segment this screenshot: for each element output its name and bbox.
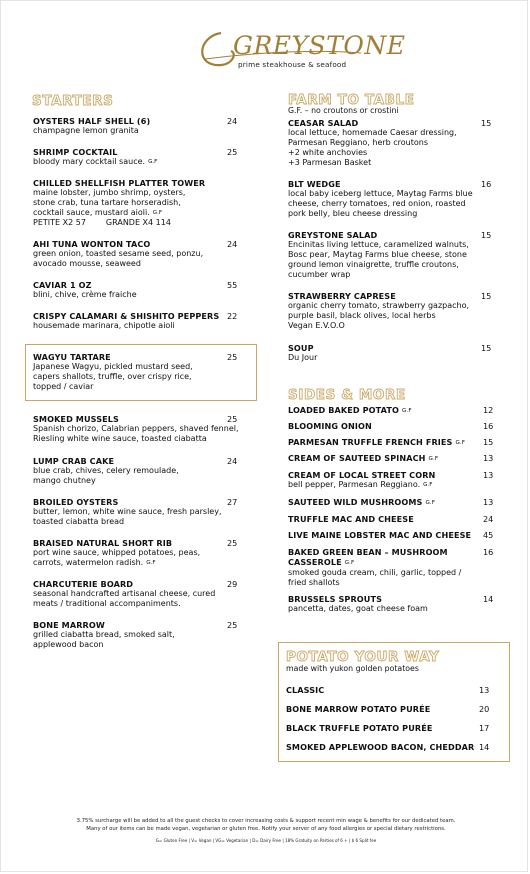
item-description-text: maine lobster, jumbo shrimp, oysters, xyxy=(33,188,186,197)
item-price: 15 xyxy=(481,118,492,128)
footer-surcharge: 3.75% surcharge will be added to all the guest checks to cover increasing costs & support recent min wage & benefits for our dedicated team. xyxy=(76,818,456,824)
item-description xyxy=(33,548,200,558)
menu-item xyxy=(33,280,238,300)
item-name-text: STRAWBERRY CAPRESE xyxy=(288,291,396,301)
farm-note: G.F. – no croutons or crostini xyxy=(288,106,399,115)
item-name xyxy=(288,291,469,301)
item-name xyxy=(288,453,438,464)
menu-item xyxy=(33,116,238,136)
item-name-text: CHILLED SHELLFISH PLATTER TOWER xyxy=(33,178,206,188)
item-name-text: BRUSSELS SPROUTS xyxy=(288,594,382,604)
item-description-text: avocado mousse, seaweed xyxy=(33,259,141,268)
item-price: 27 xyxy=(227,497,238,507)
item-name-text: CREAM OF SAUTEED SPINACH xyxy=(288,453,426,463)
item-description-text: blue crab, chives, celery remoulade, xyxy=(33,466,179,475)
logo-tagline: prime steakhouse & seafood xyxy=(238,60,347,69)
menu-item xyxy=(33,239,238,269)
item-description-text: meats / traditional accompaniments. xyxy=(33,599,181,608)
item-name-text: OYSTERS HALF SHELL (6) xyxy=(33,116,151,126)
item-name xyxy=(288,421,372,431)
item-name-text: AHI TUNA WONTON TACO xyxy=(33,239,151,249)
item-price: 13 xyxy=(483,453,494,463)
item-name-text: LOADED BAKED POTATO xyxy=(288,405,399,415)
item-name-cont xyxy=(288,557,461,568)
item-name-text: BONE MARROW xyxy=(33,620,105,630)
item-name xyxy=(33,620,175,630)
item-name-text: BAKED GREEN BEAN – MUSHROOM xyxy=(288,547,448,557)
item-size: GRANDE X4 114 xyxy=(105,218,171,227)
item-description-text: stone crab, tuna tartare horseradish, xyxy=(33,198,181,207)
item-name-text: CEASAR SALAD xyxy=(288,118,359,128)
item-description-text: Parmesan Reggiano, herb croutons xyxy=(288,138,429,147)
dietary-tag: G.F xyxy=(148,159,158,165)
menu-item xyxy=(33,414,239,444)
item-price: 24 xyxy=(227,239,238,249)
item-name-text: LIVE MAINE LOBSTER MAC AND CHEESE xyxy=(288,530,472,540)
item-name xyxy=(33,538,200,548)
item-name-text: LUMP CRAB CAKE xyxy=(33,456,115,466)
item-description xyxy=(288,148,457,158)
item-description-text: bell pepper, Parmesan Reggiano. xyxy=(288,480,421,489)
item-name-text: GREYSTONE SALAD xyxy=(288,230,378,240)
item-description xyxy=(288,199,473,209)
menu-item xyxy=(288,497,494,508)
menu-item xyxy=(33,178,205,228)
dietary-tag: G.F xyxy=(146,560,156,566)
item-description xyxy=(33,558,200,568)
item-name-text: BROILED OYSTERS xyxy=(33,497,119,507)
item-name-text: SAUTEED WILD MUSHROOMS xyxy=(288,497,423,507)
item-description xyxy=(33,321,219,331)
item-name xyxy=(33,116,150,126)
menu-item xyxy=(286,742,490,752)
menu-item xyxy=(286,685,490,695)
item-description xyxy=(288,260,469,270)
item-description-text: toasted ciabatta bread xyxy=(33,517,125,526)
item-price: 24 xyxy=(227,456,238,466)
item-price: 25 xyxy=(227,147,238,157)
item-price: 15 xyxy=(481,230,492,240)
item-price: 25 xyxy=(227,414,238,424)
item-description xyxy=(288,158,457,168)
menu-item xyxy=(288,291,492,331)
item-price: 29 xyxy=(227,579,238,589)
item-sizes xyxy=(33,218,205,228)
item-name-text: BLOOMING ONION xyxy=(288,421,372,431)
item-price: 15 xyxy=(481,343,492,353)
item-price: 15 xyxy=(483,437,494,447)
menu-item xyxy=(288,470,494,490)
item-name xyxy=(288,470,435,480)
item-price: 14 xyxy=(479,742,490,752)
item-description-text: mango chutney xyxy=(33,476,96,485)
item-name xyxy=(286,723,432,733)
item-description xyxy=(33,424,239,434)
item-name xyxy=(288,118,457,128)
item-description-text: Vegan E.V.O.O xyxy=(288,321,345,330)
item-description-text: blini, chive, crème fraiche xyxy=(33,290,137,299)
item-price: 13 xyxy=(479,685,490,695)
item-name-text: CREAM OF LOCAL STREET CORN xyxy=(288,470,436,480)
item-description xyxy=(33,476,179,486)
item-description xyxy=(288,189,473,199)
dietary-tag: G.F xyxy=(402,408,412,414)
menu-item xyxy=(33,579,238,609)
item-name xyxy=(33,579,215,589)
item-description-text: fried shallots xyxy=(288,578,340,587)
dietary-tag: G.F xyxy=(423,482,433,488)
menu-item xyxy=(286,704,490,714)
dietary-tag: G.F xyxy=(428,456,439,462)
potato-note: made with yukon golden potatoes xyxy=(286,664,419,673)
item-description-text: cheese, cherry tomatoes, red onion, roasted xyxy=(288,199,466,208)
item-price: 24 xyxy=(483,514,494,524)
item-description xyxy=(288,240,469,250)
menu-item xyxy=(33,147,238,167)
item-price: 15 xyxy=(481,291,492,301)
item-description xyxy=(33,126,150,136)
menu-item xyxy=(288,421,494,431)
item-name xyxy=(33,497,221,507)
item-description xyxy=(33,630,175,640)
item-name xyxy=(288,497,435,508)
menu-item xyxy=(33,456,238,486)
item-name-text: BLT WEDGE xyxy=(288,179,341,189)
item-description-text: smoked gouda cream, chili, garlic, topped / xyxy=(288,568,462,577)
item-name-text: BRAISED NATURAL SHORT RIB xyxy=(33,538,173,548)
item-description-text: butter, lemon, white wine sauce, fresh parsley, xyxy=(33,507,222,516)
item-description-text: topped / caviar xyxy=(33,382,94,391)
item-description xyxy=(288,480,435,490)
item-description xyxy=(33,517,221,527)
item-description-text: Encinitas living lettuce, caramelized walnuts, xyxy=(288,240,469,249)
item-name xyxy=(288,547,461,557)
item-description xyxy=(33,434,239,444)
item-name xyxy=(288,405,412,416)
item-description-text: seasonal handcrafted artisanal cheese, cured xyxy=(33,589,216,598)
item-price: 25 xyxy=(227,620,238,630)
item-description-text: Bosc pear, Maytag Farms blue cheese, stone xyxy=(288,250,467,259)
menu-item xyxy=(288,437,494,448)
item-name xyxy=(288,530,471,540)
menu-item xyxy=(288,453,494,464)
item-description-text: applewood bacon xyxy=(33,640,104,649)
item-name-text: CAVIAR 1 OZ xyxy=(33,280,92,290)
item-description-text: pork belly, bleu cheese dressing xyxy=(288,209,418,218)
item-description xyxy=(288,353,317,363)
item-description-text: Du Jour xyxy=(288,353,318,362)
item-name xyxy=(288,230,469,240)
logo-wordmark: GREYSTONE xyxy=(233,31,406,60)
item-name-text: BONE MARROW POTATO PURÉE xyxy=(286,704,431,714)
item-description-text: champagne lemon granita xyxy=(33,126,139,135)
item-description-text: pancetta, dates, goat cheese foam xyxy=(288,604,428,613)
item-description xyxy=(33,589,215,599)
item-name-text: CLASSIC xyxy=(286,685,325,695)
item-description-text: Spanish chorizo, Calabrian peppers, shaved fennel, xyxy=(33,424,239,433)
menu-item xyxy=(288,343,492,363)
item-size: PETITE X2 57 xyxy=(33,218,86,227)
item-description xyxy=(33,198,205,208)
item-price: 13 xyxy=(483,497,494,507)
menu-item xyxy=(288,179,492,219)
item-name-text: CHARCUTERIE BOARD xyxy=(33,579,134,589)
item-name xyxy=(33,414,239,424)
item-description xyxy=(288,321,469,331)
item-price: 14 xyxy=(483,594,494,604)
item-name xyxy=(286,742,474,752)
item-price: 45 xyxy=(483,530,494,540)
item-description-text: organic cherry tomato, strawberry gazpacho, xyxy=(288,301,470,310)
item-description-text: grilled ciabatta bread, smoked salt, xyxy=(33,630,175,639)
item-description-text: ground lemon vinaigrette, truffle croutons, xyxy=(288,260,459,269)
item-description xyxy=(33,208,205,218)
wagyu-feature-box xyxy=(25,344,257,401)
menu-item xyxy=(288,530,494,540)
menu-item xyxy=(288,594,494,614)
item-description xyxy=(33,466,179,476)
item-price: 24 xyxy=(227,116,238,126)
item-price: 13 xyxy=(483,470,494,480)
item-description xyxy=(33,599,215,609)
item-description-text: Riesling white wine sauce, toasted ciabatta xyxy=(33,434,207,443)
item-price: 55 xyxy=(227,280,238,290)
item-price: 16 xyxy=(483,547,494,557)
item-name-text: SMOKED APPLEWOOD BACON, CHEDDAR xyxy=(286,742,475,752)
menu-item xyxy=(288,547,494,588)
item-description xyxy=(33,640,175,650)
item-description xyxy=(33,249,203,259)
item-price: 17 xyxy=(479,723,490,733)
menu-item xyxy=(33,497,238,527)
item-price: 16 xyxy=(481,179,492,189)
item-description-text: +2 white anchovies xyxy=(288,148,368,157)
item-description xyxy=(33,507,221,517)
item-name xyxy=(33,239,203,249)
item-description xyxy=(288,604,428,614)
farm-heading: FARM TO TABLE xyxy=(288,92,415,108)
menu-item xyxy=(33,538,238,568)
item-price: 25 xyxy=(227,352,238,362)
item-description-text: +3 Parmesan Basket xyxy=(288,158,372,167)
item-name-text: PARMESAN TRUFFLE FRENCH FRIES xyxy=(288,437,453,447)
potato-heading: POTATO YOUR WAY xyxy=(286,649,440,665)
item-description-text: green onion, toasted sesame seed, ponzu, xyxy=(33,249,204,258)
dietary-tag: G.F xyxy=(425,500,436,506)
footer-dietary: Many of our items can be made vegan, vegetarian or gluten free. Notify your server of any food allergies or special dietary restrictions. xyxy=(86,826,446,832)
item-price: 22 xyxy=(227,311,238,321)
item-name xyxy=(288,514,414,524)
sides-heading: SIDES & MORE xyxy=(288,387,406,403)
item-name-text: SOUP xyxy=(288,343,314,353)
item-description-text: Japanese Wagyu, pickled mustard seed, xyxy=(33,362,193,371)
dietary-tag: G.F xyxy=(152,210,163,216)
item-price: 12 xyxy=(483,405,494,415)
item-description xyxy=(288,209,473,219)
item-name-text: WAGYU TARTARE xyxy=(33,352,111,362)
item-price: 16 xyxy=(483,421,494,431)
menu-item xyxy=(33,311,238,331)
item-name-text: TRUFFLE MAC AND CHEESE xyxy=(288,514,414,524)
item-description xyxy=(288,270,469,280)
item-name-text: CASSEROLE xyxy=(288,557,342,567)
item-description xyxy=(288,568,461,578)
menu-item xyxy=(288,118,492,168)
dietary-tag: G.F xyxy=(344,560,355,566)
item-description xyxy=(288,578,461,588)
item-name-text: SHRIMP COCKTAIL xyxy=(33,147,118,157)
item-description-text: carrots, watermelon radish. xyxy=(33,558,144,567)
footer-legend: G= Gluten Free | V= Vegan | VG= Vegetarian | D= Dairy Free | 18% Gratuity on Parties of 6 + | $ 6 Split fee xyxy=(155,838,377,843)
item-description-text: capers shallots, truffle, over crispy rice, xyxy=(33,372,192,381)
item-description-text: bloody mary cocktail sauce. xyxy=(33,157,146,166)
item-name xyxy=(33,280,137,290)
item-description xyxy=(288,301,469,311)
item-description-text: cocktail sauce, mustard aioli. xyxy=(33,208,150,217)
item-description xyxy=(33,290,137,300)
item-description-text: housemade marinara, chipotle aioli xyxy=(33,321,175,330)
item-name-text: BLACK TRUFFLE POTATO PURÉE xyxy=(286,723,433,733)
item-name xyxy=(288,343,317,353)
item-name xyxy=(288,594,428,604)
menu-item xyxy=(288,405,494,416)
menu-item xyxy=(288,514,494,524)
item-price: 25 xyxy=(227,538,238,548)
item-name-text: CRISPY CALAMARI & SHISHITO PEPPERS xyxy=(33,311,220,321)
item-description xyxy=(288,311,469,321)
item-name xyxy=(33,147,157,157)
brand-logo xyxy=(191,23,406,77)
item-description xyxy=(33,157,157,167)
item-description-text: local lettuce, homemade Caesar dressing, xyxy=(288,128,457,137)
item-description-text: cucumber wrap xyxy=(288,270,351,279)
item-description xyxy=(33,259,203,269)
starters-heading: STARTERS xyxy=(32,93,114,109)
item-description xyxy=(288,250,469,260)
item-description xyxy=(288,128,457,138)
item-name xyxy=(33,178,205,188)
item-price: 20 xyxy=(479,704,490,714)
dietary-tag: G.F xyxy=(455,440,466,446)
item-description-text: local baby iceberg lettuce, Maytag Farms blue xyxy=(288,189,473,198)
item-description xyxy=(33,188,205,198)
item-name-text: SMOKED MUSSELS xyxy=(33,414,119,424)
item-description xyxy=(288,138,457,148)
item-name xyxy=(33,311,219,321)
menu-item xyxy=(286,723,490,733)
item-name xyxy=(286,685,324,695)
menu-item xyxy=(288,230,492,280)
item-name xyxy=(288,179,473,189)
item-name xyxy=(288,437,465,448)
item-description-text: purple basil, black olives, local herbs xyxy=(288,311,436,320)
item-description-text: port wine sauce, whipped potatoes, peas, xyxy=(33,548,201,557)
item-name xyxy=(286,704,430,714)
item-name xyxy=(33,456,179,466)
menu-item xyxy=(33,620,238,650)
